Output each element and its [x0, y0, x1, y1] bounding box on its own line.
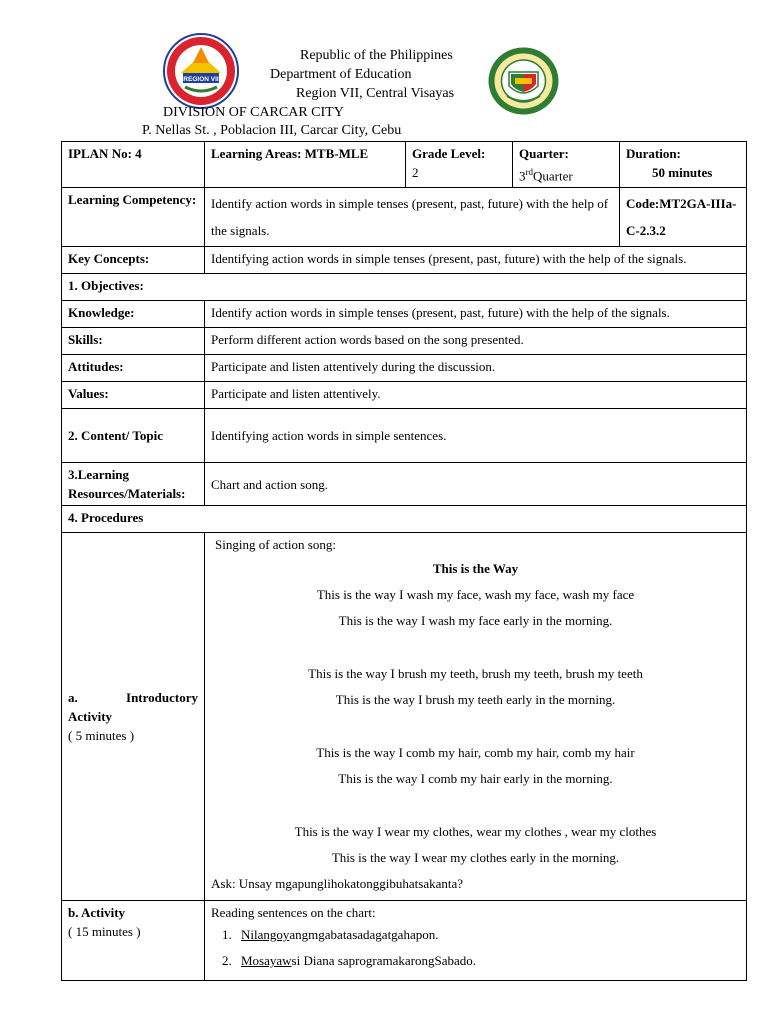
grade-level-label: Grade Level: — [412, 146, 486, 161]
activity-row — [62, 901, 747, 981]
content-row — [62, 409, 747, 463]
quarter-suffix: rd — [525, 167, 533, 177]
learning-areas-cell: Learning Areas: MTB-MLE — [205, 142, 406, 188]
document-header — [0, 0, 768, 141]
duration-value: 50 minutes — [652, 165, 713, 180]
song-intro: Singing of action song: — [215, 537, 336, 553]
reading-sentence — [235, 948, 740, 974]
quarter-word: Quarter — [533, 168, 573, 184]
competency-text: Identify action words in simple tenses (present, past, future) with the help of the signals. — [205, 188, 620, 247]
resources-text: Chart and action song. — [205, 463, 747, 506]
objectives-heading: 1. Objectives: — [62, 274, 747, 301]
key-concepts-row — [62, 247, 747, 274]
info-row — [62, 142, 747, 188]
attitudes-text: Participate and listen attentively during the discussion. — [205, 355, 747, 382]
stanza-gap — [211, 634, 740, 661]
values-label: Values: — [62, 382, 205, 409]
competency-row — [62, 188, 747, 247]
song-line: This is the way I wash my face, wash my face, wash my face — [316, 587, 635, 603]
header-department: Department of Education — [270, 67, 412, 82]
reading-sentence — [235, 922, 740, 948]
song-title: This is the Way — [432, 561, 519, 577]
song-line: This is the way I brush my teeth, brush my teeth, brush my teeth — [308, 666, 643, 682]
activity-time: ( 15 minutes ) — [68, 924, 141, 940]
introductory-label-line2: Activity — [68, 709, 113, 725]
resources-label: 3.Learning Resources/Materials: — [62, 463, 205, 506]
sentence-rest: angmgabatasadagatgahapon. — [289, 927, 439, 943]
iplan-cell: IPLAN No: 4 — [62, 142, 205, 188]
sentence-rest: si Diana saprogramakarongSabado. — [291, 953, 477, 969]
header-republic: Republic of the Philippines — [300, 48, 453, 63]
values-row — [62, 382, 747, 409]
header-address: P. Nellas St. , Poblacion III, Carcar City, Cebu — [142, 123, 402, 138]
attitudes-row — [62, 355, 747, 382]
activity-lead: Reading sentences on the chart: — [211, 905, 376, 921]
key-concepts-text: Identifying action words in simple tenses (present, past, future) with the help of the signals. — [205, 247, 747, 274]
grade-level-value: 2 — [412, 165, 419, 180]
song-line: This is the way I wear my clothes, wear my clothes , wear my clothes — [294, 824, 657, 840]
quarter-value — [519, 163, 613, 185]
quarter-cell — [513, 142, 620, 188]
procedures-heading-row — [62, 506, 747, 533]
song-line: This is the way I brush my teeth early in the morning. — [335, 692, 616, 708]
song-line: This is the way I comb my hair, comb my hair, comb my hair — [316, 745, 635, 761]
activity-label: b. Activity — [68, 905, 126, 921]
carcar-city-seal-icon — [487, 46, 560, 116]
knowledge-text: Identify action words in simple tenses (present, past, future) with the help of the signals. — [205, 301, 747, 328]
lesson-plan-table — [61, 141, 747, 981]
content-label: 2. Content/ Topic — [62, 409, 205, 463]
stanza-gap — [211, 792, 740, 819]
values-text: Participate and listen attentively. — [205, 382, 747, 409]
introductory-time: ( 5 minutes ) — [68, 728, 135, 744]
header-region: Region VII, Central Visayas — [296, 86, 455, 101]
song-line: This is the way I wash my face early in the morning. — [338, 613, 613, 629]
introductory-activity-cell — [62, 533, 205, 901]
duration-label: Duration: — [626, 146, 681, 161]
procedures-heading: 4. Procedures — [62, 506, 747, 533]
song-line: This is the way I wear my clothes early in the morning. — [331, 850, 620, 866]
song-line: This is the way I comb my hair early in the morning. — [338, 771, 613, 787]
quarter-number: 3 — [519, 168, 526, 184]
reading-sentences-list — [211, 922, 740, 974]
activity-content — [205, 901, 747, 981]
seal-left-label: REGION VII — [183, 76, 219, 83]
duration-cell — [620, 142, 747, 188]
action-word: Mosayaw — [241, 953, 292, 969]
knowledge-row — [62, 301, 747, 328]
introductory-activity-row — [62, 533, 747, 901]
competency-label: Learning Competency: — [62, 188, 205, 247]
skills-label: Skills: — [62, 328, 205, 355]
skills-row — [62, 328, 747, 355]
introductory-content — [205, 533, 747, 901]
objectives-heading-row — [62, 274, 747, 301]
resources-row — [62, 463, 747, 506]
key-concepts-label: Key Concepts: — [62, 247, 205, 274]
deped-region-vii-seal-icon — [163, 33, 239, 109]
action-word: Nilangoy — [241, 927, 290, 943]
attitudes-label: Attitudes: — [62, 355, 205, 382]
grade-level-cell — [406, 142, 513, 188]
knowledge-label: Knowledge: — [62, 301, 205, 328]
competency-code: Code:MT2GA-IIIa-C-2.3.2 — [620, 188, 747, 247]
content-text: Identifying action words in simple sentences. — [205, 409, 747, 463]
header-division: DIVISION OF CARCAR CITY — [163, 105, 344, 120]
stanza-gap — [211, 713, 740, 740]
skills-text: Perform different action words based on the song presented. — [205, 328, 747, 355]
activity-cell — [62, 901, 205, 981]
introductory-label-line1: a. Introductory — [68, 690, 198, 706]
quarter-label: Quarter: — [519, 146, 569, 161]
intro-ask: Ask: Unsay mgapunglihokatonggibuhatsakanta? — [211, 876, 464, 892]
